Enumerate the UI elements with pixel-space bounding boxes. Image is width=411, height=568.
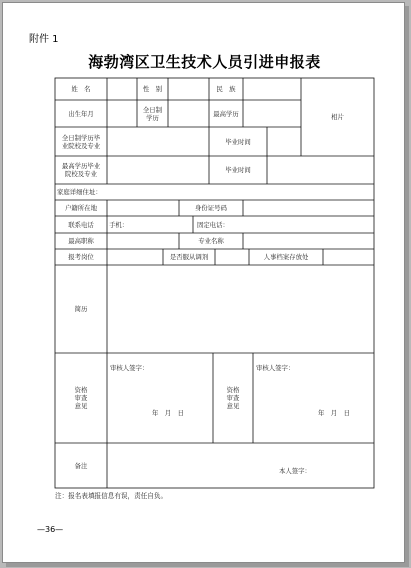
label-ethnicity: 民 族 xyxy=(216,85,236,93)
label-grad-time-1: 毕业时间 xyxy=(225,137,251,146)
label-position: 报考岗位 xyxy=(68,253,94,261)
attachment-label: 附件 1 xyxy=(29,34,59,45)
label-highest-school: 最高学历毕业 院校及专业 xyxy=(61,162,101,178)
label-fulltime-school: 全日制学历毕 业院校及专业 xyxy=(61,133,101,150)
form-title: 海勃湾区卫生技术人员引进申报表 xyxy=(88,53,321,71)
label-adjust: 是否服从调剂 xyxy=(169,253,209,261)
reviewer-sign-left: 审核人签字： xyxy=(110,364,149,372)
label-contact: 联系电话 xyxy=(68,220,94,229)
label-birth: 出生年月 xyxy=(68,109,94,118)
label-review-left: 资格 审查 意见 xyxy=(74,386,88,410)
label-archive: 人事档案存放处 xyxy=(263,253,309,261)
label-gender: 性 别 xyxy=(142,85,163,93)
document-page xyxy=(2,2,405,563)
reviewer-sign-right: 审核人签字： xyxy=(256,364,295,372)
page-number: —36— xyxy=(37,525,64,534)
label-title-level: 最高职称 xyxy=(68,237,94,245)
date-left: 年 月 日 xyxy=(152,409,184,417)
label-mobile: 手机： xyxy=(109,220,129,229)
label-grad-time-2: 毕业时间 xyxy=(225,166,251,174)
label-fulltime-edu: 全日制 学历 xyxy=(142,105,163,122)
footnote: 注：报名表填报信息有误，责任自负。 xyxy=(55,492,168,500)
label-resume: 简历 xyxy=(74,305,88,313)
label-review-right: 资格 审查 意见 xyxy=(226,386,240,410)
label-remarks: 备注 xyxy=(74,461,88,470)
label-name: 姓 名 xyxy=(71,85,91,93)
self-sign: 本人签字： xyxy=(279,467,311,475)
date-right: 年 月 日 xyxy=(318,409,350,417)
label-id-number: 身份证号码 xyxy=(195,204,227,212)
label-address: 家庭详细住址： xyxy=(57,188,102,196)
label-hukou: 户籍所在地 xyxy=(65,204,97,212)
label-highest-edu: 最高学历 xyxy=(213,109,239,118)
photo-box: 相片 xyxy=(331,113,344,121)
label-landline: 固定电话： xyxy=(197,220,229,229)
label-major: 专业名称 xyxy=(198,237,224,245)
